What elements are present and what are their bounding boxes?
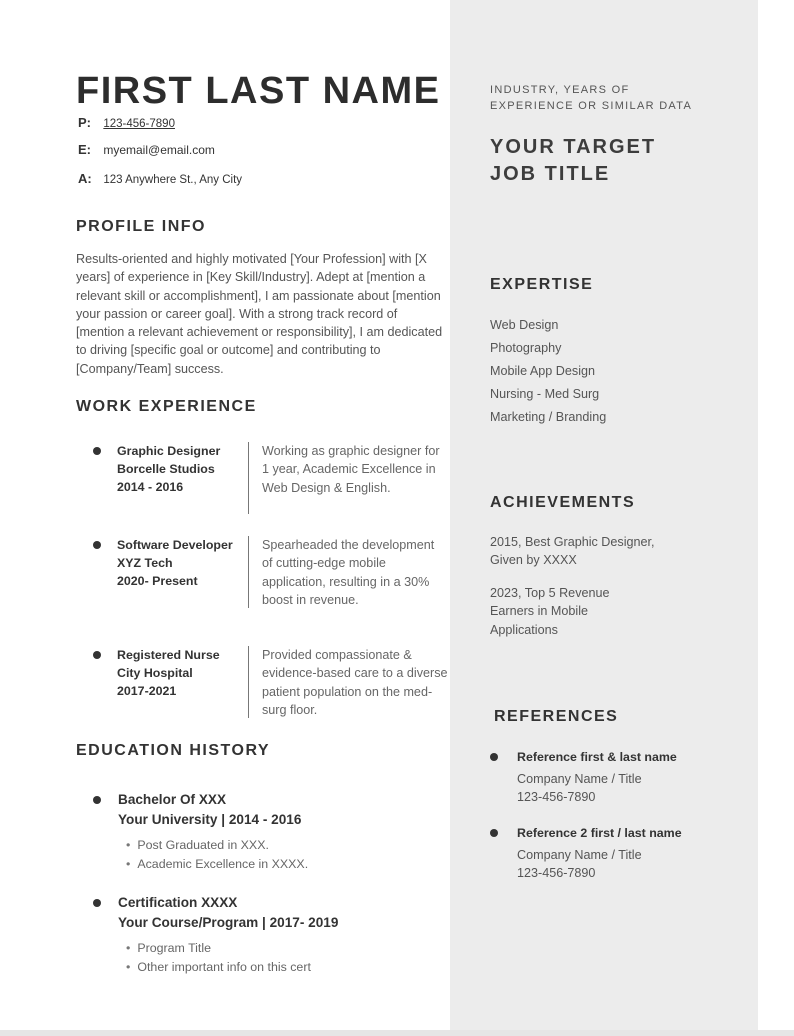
job-description: Working as graphic designer for 1 year, Academic Excellence in Web Design & English. (262, 444, 440, 495)
education-note: • Other important info on this cert (126, 958, 311, 977)
vertical-divider (248, 536, 249, 608)
education-school: Your Course/Program | 2017- 2019 (118, 915, 339, 930)
vertical-divider (248, 646, 249, 718)
reference-phone: 123-456-7890 (517, 790, 596, 804)
bullet-icon (490, 829, 498, 837)
target-line: YOUR TARGET (490, 136, 657, 158)
job-role: Registered Nurse (117, 648, 220, 662)
reference-company: Company Name / Title (517, 772, 642, 786)
job-description: Provided compassionate & evidence-based care to a diverse patient population on the med-surg floor. (262, 648, 448, 717)
achievement-line: Given by XXXX (490, 553, 577, 568)
job-role: Graphic Designer (117, 444, 221, 458)
education-degree: Certification XXXX (118, 895, 238, 910)
reference-company: Company Name / Title (517, 848, 642, 862)
job-meta (117, 536, 233, 590)
address-value: 123 Anywhere St., Any City (103, 174, 243, 186)
address-label: A: (78, 171, 92, 186)
page-bottom-edge (0, 1030, 794, 1036)
reference-phone: 123-456-7890 (517, 866, 596, 880)
profile-heading: PROFILE INFO (76, 218, 206, 235)
achievement-item (490, 584, 610, 639)
achievements-heading: ACHIEVEMENTS (490, 494, 636, 511)
vertical-divider (248, 442, 249, 514)
job-description: Spearheaded the development of cutting-edge mobile application, resulting in a 30% boost in revenue. (262, 538, 435, 607)
industry-line: EXPERIENCE OR SIMILAR DATA (490, 100, 693, 112)
achievement-line: Applications (490, 622, 558, 637)
bullet-icon (93, 899, 101, 907)
page-margin (758, 0, 794, 1036)
job-dates: 2020- Present (117, 574, 198, 588)
industry-line: INDUSTRY, YEARS OF (490, 84, 630, 96)
education-note: • Post Graduated in XXX. (126, 836, 308, 855)
expertise-item: Web Design (490, 318, 559, 332)
email-label: E: (78, 142, 91, 157)
education-heading: EDUCATION HISTORY (76, 742, 271, 759)
phone-label: P: (78, 115, 91, 130)
job-meta (117, 646, 220, 700)
bullet-icon (93, 796, 101, 804)
job-meta (117, 442, 220, 496)
job-company: XYZ Tech (117, 556, 173, 570)
work-experience-heading: WORK EXPERIENCE (76, 398, 257, 415)
education-note: • Academic Excellence in XXXX. (126, 855, 308, 874)
job-company: Borcelle Studios (117, 462, 215, 476)
bullet-icon (93, 651, 101, 659)
profile-summary: Results-oriented and highly motivated [Your Profession] with [X years] of experience in [Key Skill/Industry]. Adept at [mention a relevant skill or accomplishment], I am passionate about [mention your passion or career goal]. With a strong track record of [mention a relevant achievement or responsibility], I am dedicated to driving [specific goal or outcome] and contributing to [Company/Team] success. (76, 252, 443, 376)
expertise-heading: EXPERTISE (490, 276, 594, 293)
job-dates: 2014 - 2016 (117, 480, 184, 494)
education-degree: Bachelor Of XXX (118, 792, 227, 807)
email-value: myemail@email.com (103, 143, 215, 157)
education-notes (126, 939, 311, 976)
contact-email (78, 142, 215, 157)
target-line: JOB TITLE (490, 163, 611, 185)
achievement-line: 2023, Top 5 Revenue (490, 586, 610, 600)
expertise-item: Mobile App Design (490, 364, 596, 378)
contact-address (78, 171, 242, 186)
reference-name: Reference first & last name (517, 750, 677, 764)
job-company: City Hospital (117, 666, 193, 680)
bullet-icon (93, 541, 101, 549)
job-dates: 2017-2021 (117, 684, 177, 698)
education-notes (126, 836, 308, 873)
achievement-line: 2015, Best Graphic Designer, (490, 535, 655, 549)
job-role: Software Developer (117, 538, 233, 552)
contact-phone (78, 115, 175, 130)
expertise-item: Marketing / Branding (490, 410, 607, 424)
candidate-name: FIRST LAST NAME (76, 70, 441, 112)
bullet-icon (93, 447, 101, 455)
education-school: Your University | 2014 - 2016 (118, 812, 302, 827)
education-note: • Program Title (126, 939, 311, 958)
industry-summary (490, 82, 692, 114)
phone-link[interactable]: 123-456-7890 (103, 118, 175, 130)
references-heading: REFERENCES (494, 708, 619, 725)
expertise-item: Photography (490, 341, 562, 355)
reference-name: Reference 2 first / last name (517, 826, 682, 840)
expertise-list (490, 314, 606, 429)
expertise-item: Nursing - Med Surg (490, 387, 600, 401)
achievement-line: Earners in Mobile (490, 604, 588, 619)
bullet-icon (490, 753, 498, 761)
achievement-item (490, 533, 655, 570)
target-job-title (490, 134, 656, 188)
